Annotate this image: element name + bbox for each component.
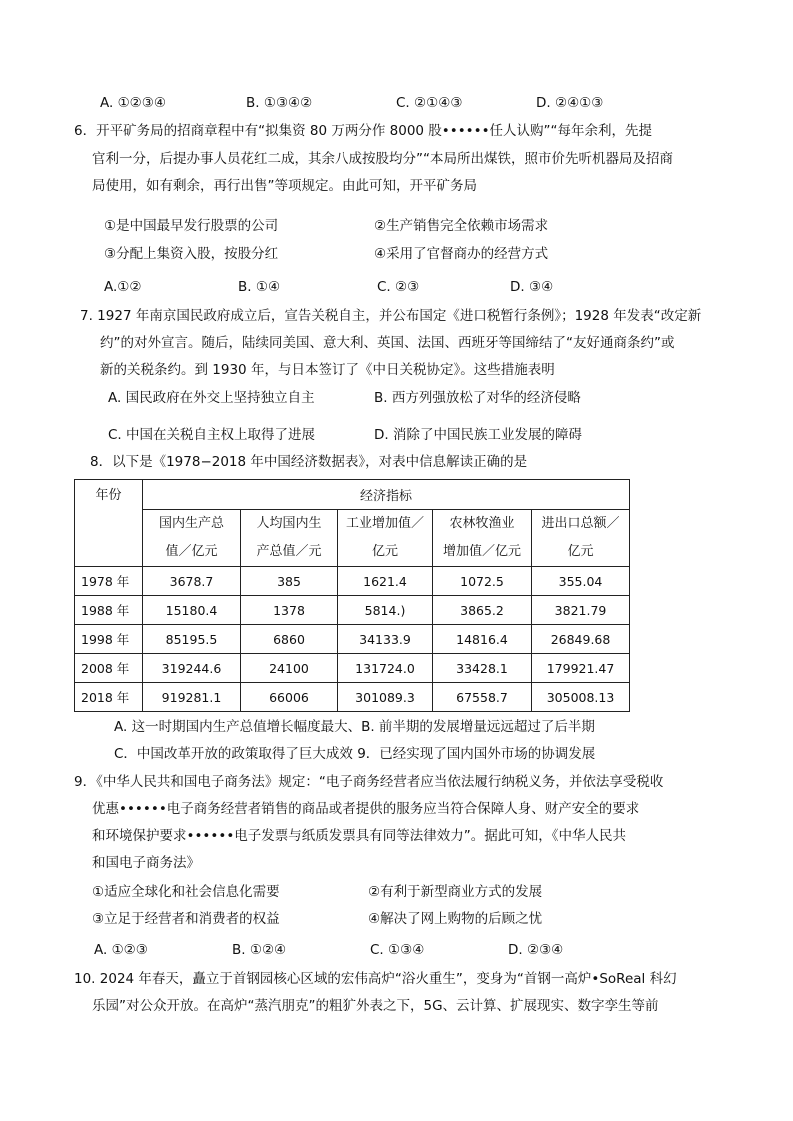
header-economic-indicators: 经济指标: [143, 480, 630, 510]
q9-item-3: ③立足于经营者和消费者的权益: [92, 911, 280, 927]
table-row: 2008 年 319244.6 24100 131724.0 33428.1 179921.47: [75, 654, 630, 683]
q7-option-b: B. 西方列强放松了对华的经济侵略: [374, 390, 581, 406]
q9-option-a: A. ①②③: [94, 942, 148, 958]
q8-options-line-2: C．中国改革开放的政策取得了巨大成效 9．已经实现了国内国外市场的协调发展: [114, 746, 596, 762]
header-col-industry: 工业增加值／ 亿元: [338, 510, 433, 567]
q7-option-c: C. 中国在关税自主权上取得了进展: [108, 427, 316, 443]
q7-stem-line-2: 约”的对外宣言。随后，陆续同美国、意大利、英国、法国、西班牙等国缔结了“友好通商条约”或: [100, 335, 675, 351]
q7-option-a: A. 国民政府在外交上坚持独立自主: [108, 390, 315, 406]
q9-item-2: ②有利于新型商业方式的发展: [368, 884, 543, 900]
table-row: 1988 年 15180.4 1378 5814.) 3865.2 3821.79: [75, 596, 630, 625]
q6-option-b: B. ①④: [238, 279, 281, 295]
q6-option-c: C. ②③: [377, 279, 420, 295]
q7-stem-line-3: 新的关税条约。到 1930 年，与日本签订了《中日关税协定》。这些措施表明: [100, 362, 555, 378]
q10-stem-line-2: 乐园”对公众开放。在高炉“蒸汽朋克”的粗犷外表之下，5G、云计算、扩展现实、数字孪生等前: [92, 998, 659, 1014]
q5-option-d: D. ②④①③: [536, 95, 604, 111]
q9-option-c: C. ①③④: [370, 942, 425, 958]
q8-stem: 8．以下是《1978−2018 年中国经济数据表》，对表中信息解读正确的是: [90, 454, 528, 470]
header-col-gdp-per-capita: 人均国内生 产总值／元: [241, 510, 338, 567]
q9-stem-line-2: 优惠••••••电子商务经营者销售的商品或者提供的服务应当符合保障人身、财产安全的要求: [92, 801, 640, 817]
q9-item-4: ④解决了网上购物的后顾之忧: [368, 911, 543, 927]
q6-stem-line-3: 局使用，如有剩余，再行出售”等项规定。由此可知，开平矿务局: [92, 178, 477, 194]
header-col-agriculture: 农林牧渔业 增加值／亿元: [433, 510, 532, 567]
q6-option-a: A.①②: [104, 279, 142, 295]
q9-option-d: D. ②③④: [508, 942, 564, 958]
table-row: 1978 年 3678.7 385 1621.4 1072.5 355.04: [75, 567, 630, 596]
q7-option-d: D. 消除了中国民族工业发展的障碍: [374, 427, 582, 443]
q9-stem-line-3: 和环境保护要求••••••电子发票与纸质发票具有同等法律效力”。据此可知，《中华人民共: [92, 828, 627, 844]
q7-stem-line-1: 7. 1927 年南京国民政府成立后，宣告关税自主，并公布国定《进口税暂行条例》；1928 年发表“改定新: [80, 308, 702, 324]
q6-item-3: ③分配上集资入股，按股分红: [104, 246, 279, 262]
q9-stem-line-1: 9．《中华人民共和国电子商务法》规定：“电子商务经营者应当依法履行纳税义务，并依法享受税收: [74, 774, 664, 790]
q9-options: [0, 940, 793, 960]
q6-option-d: D. ③④: [510, 279, 554, 295]
header-col-trade: 进出口总额／ 亿元: [532, 510, 630, 567]
q6-item-4: ④采用了官督商办的经营方式: [374, 246, 549, 262]
q10-stem-line-1: 10. 2024 年春天，矗立于首钢园核心区域的宏伟高炉“浴火重生”，变身为“首钢一高炉•SoReal 科幻: [74, 971, 677, 987]
header-year: 年份: [75, 480, 143, 567]
q6-stem-line-1: 6．开平矿务局的招商章程中有“拟集资 80 万两分作 8000 股••••••任人认购”“每年余利，先提: [74, 123, 653, 139]
q9-item-1: ①适应全球化和社会信息化需要: [92, 884, 280, 900]
q9-stem-line-4: 和国电子商务法》: [92, 855, 200, 871]
table-row: 1998 年 85195.5 6860 34133.9 14816.4 26849.68: [75, 625, 630, 654]
q5-option-a: A. ①②③④: [100, 95, 166, 111]
header-col-gdp: 国内生产总 值／亿元: [143, 510, 241, 567]
q6-item-2: ②生产销售完全依赖市场需求: [374, 218, 549, 234]
q6-stem-line-2: 官利一分，后提办事人员花红二成，其余八成按股均分”“本局所出煤铁，照市价先听机器局及招商: [92, 151, 673, 167]
q6-options: [0, 277, 793, 297]
q5-option-c: C. ②①④③: [396, 95, 463, 111]
q5-option-b: B. ①③④②: [246, 95, 313, 111]
q9-option-b: B. ①②④: [232, 942, 287, 958]
table-row: 2018 年 919281.1 66006 301089.3 67558.7 305008.13: [75, 683, 630, 712]
q6-item-1: ①是中国最早发行股票的公司: [104, 218, 279, 234]
q5-options: [0, 93, 793, 113]
q8-options-line-1: A. 这一时期国内生产总值增长幅度最大、B. 前半期的发展增量远远超过了后半期: [114, 719, 595, 735]
economic-data-table: [74, 479, 630, 712]
